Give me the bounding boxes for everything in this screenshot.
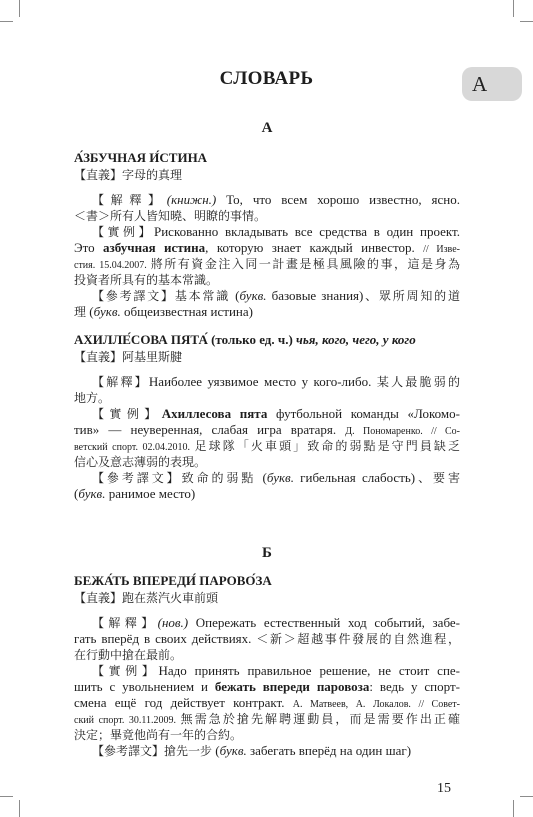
- page-number: 15: [437, 781, 451, 796]
- crop-mark: [513, 0, 514, 17]
- label-explanation: 【解釋】: [92, 616, 158, 630]
- label-example: 【實例】: [92, 225, 154, 239]
- literal-note: букв.: [78, 486, 106, 501]
- example-chinese: 投資者所具有的基本常識。: [74, 273, 219, 287]
- example-line: [74, 272, 460, 288]
- example-text: тив» — неуверенная, слабая игра вратаря.: [74, 422, 346, 437]
- example-text: , которую знает каждый инвестор.: [205, 240, 424, 255]
- label-translation: 【參考譯文】: [92, 471, 182, 485]
- example-line: [74, 711, 460, 727]
- government-note: чья, кого, чего, у кого: [296, 332, 416, 347]
- translation-text: (: [256, 470, 267, 485]
- example-phrase: бежать впереди паровоза: [214, 679, 370, 694]
- example-chinese: 足球隊「火車頭」致命的弱點是守門員缺乏: [194, 439, 460, 453]
- literal-meaning: 字母的真理: [122, 168, 183, 182]
- section-b: [74, 543, 460, 759]
- crop-mark: [513, 800, 514, 817]
- section-letter: А: [261, 120, 273, 136]
- translation-line: [74, 288, 460, 304]
- explanation-line: [74, 631, 460, 647]
- source-citation: // Изве-: [423, 244, 460, 255]
- alphabet-thumb-tab: [462, 67, 522, 101]
- example-line: [74, 454, 460, 470]
- translation-line: [74, 743, 460, 759]
- label-literal: 【直義】: [74, 168, 123, 182]
- translation-line: [74, 304, 460, 320]
- translation-equivalent: 、眾所周知的道: [363, 289, 460, 303]
- register-note: (книжн.): [166, 192, 217, 207]
- translation-text: забегать вперёд на один шаг): [246, 743, 412, 758]
- literal-meaning: 跑在蒸汽火車前頭: [122, 591, 219, 605]
- translation-text: (: [230, 288, 240, 303]
- translation-text: базовые знания): [266, 288, 364, 303]
- example-chinese: 決定；畢竟他尚有一年的合約。: [74, 728, 243, 742]
- example-line: [74, 727, 460, 743]
- explanation-chinese: 地方。: [74, 391, 111, 405]
- source-citation: ский спорт. 30.11.2009.: [74, 715, 181, 726]
- crop-mark: [19, 0, 20, 17]
- example-text: : ведь у спорт-: [369, 679, 460, 694]
- example-line: [74, 406, 460, 422]
- example-line: [74, 256, 460, 272]
- crop-mark: [0, 796, 13, 797]
- translation-equivalent: 致命的弱點: [181, 471, 257, 485]
- source-citation: ветский спорт. 02.04.2010.: [74, 442, 195, 453]
- example-line: [74, 679, 460, 695]
- tab-letter: А: [472, 72, 488, 96]
- explanation-line: [74, 374, 460, 390]
- label-translation: 【參考譯文】: [92, 744, 165, 758]
- explanation-text: То, что всем хорошо известно, ясно.: [216, 192, 460, 207]
- label-translation: 【參考譯文】: [92, 289, 175, 303]
- page-title: СЛОВАРЬ: [219, 68, 314, 89]
- entry-headword: АХИЛЛЕ́СОВА ПЯТА́: [74, 332, 208, 347]
- translation-text: (: [86, 304, 94, 319]
- example-chinese: 無需急於搶先解聘運動員，而是需要作出正確: [180, 712, 460, 726]
- literal-note: букв.: [219, 743, 247, 758]
- explanation-chinese: ＜新＞超越事件發展的自然進程，: [256, 632, 460, 646]
- example-phrase: Ахиллесова пята: [161, 406, 268, 421]
- literal-note: букв.: [93, 304, 121, 319]
- explanation-line: [74, 647, 460, 663]
- translation-text: (: [74, 486, 79, 501]
- section-letter: Б: [262, 545, 272, 561]
- grammar-note: (только ед. ч.): [211, 332, 293, 347]
- entry-headword: А́ЗБУЧНАЯ И́СТИНА: [74, 150, 208, 165]
- entry-headword: БЕЖА́ТЬ ВПЕРЕДИ́ ПАРОВО́ЗА: [74, 573, 272, 588]
- crop-mark: [19, 800, 20, 817]
- example-text: Надо принять правильное решение, не стоит спе-: [158, 663, 460, 678]
- explanation-line: [74, 390, 460, 406]
- explanation-chinese: 在行動中搶在最前。: [74, 648, 183, 662]
- source-citation: стия. 15.04.2007.: [74, 260, 151, 271]
- dictionary-content: [74, 118, 460, 759]
- example-line: [74, 224, 460, 240]
- label-explanation: 【解釋】: [92, 193, 167, 207]
- label-example: 【實例】: [92, 664, 159, 678]
- dictionary-entry: [74, 150, 460, 320]
- example-text: Рискованно вкладывать все средства в один проект.: [153, 224, 460, 239]
- translation-line: [74, 486, 460, 502]
- example-line: [74, 695, 460, 711]
- explanation-chinese: ＜書＞所有人皆知曉、明瞭的事情。: [74, 209, 267, 223]
- example-text: шить с увольнением и: [74, 679, 215, 694]
- label-literal: 【直義】: [74, 350, 123, 364]
- translation-equivalent: 基本常識: [174, 289, 231, 303]
- literal-meaning-line: [74, 167, 460, 183]
- label-example: 【實例】: [92, 407, 162, 421]
- label-explanation: 【解釋】: [92, 375, 149, 389]
- section-a: [74, 118, 460, 502]
- explanation-text: Наиболее уязвимое место у кого-либо.: [148, 374, 377, 389]
- example-text: Это: [74, 240, 104, 255]
- translation-equivalent: 理: [74, 305, 87, 319]
- dictionary-entry: [74, 573, 460, 759]
- example-line: [74, 663, 460, 679]
- literal-note: букв.: [239, 288, 267, 303]
- register-note: (нов.): [157, 615, 189, 630]
- explanation-text: гать вперёд в своих действиях.: [74, 631, 257, 646]
- crop-mark: [520, 796, 533, 797]
- example-text: футбольной команды «Локомо-: [267, 406, 460, 421]
- example-line: [74, 422, 460, 438]
- literal-meaning-line: [74, 349, 460, 365]
- crop-mark: [520, 21, 533, 22]
- translation-text: общеизвестная истина): [120, 304, 253, 319]
- label-literal: 【直義】: [74, 591, 123, 605]
- translation-equivalent: 搶先一步: [164, 744, 213, 758]
- explanation-line: [74, 192, 460, 208]
- dictionary-entry: [74, 332, 460, 502]
- translation-text: (: [212, 743, 220, 758]
- translation-text: ранимое место): [105, 486, 196, 501]
- example-chinese: 將所有資金注入同一計畫是極具風險的事，這是身為: [150, 257, 460, 271]
- example-line: [74, 438, 460, 454]
- translation-text: гибельная слабость): [293, 470, 416, 485]
- crop-mark: [0, 21, 13, 22]
- source-citation: Д. Пономаренко. // Со-: [345, 426, 460, 437]
- example-line: [74, 240, 460, 256]
- translation-equivalent: 、要害: [415, 471, 460, 485]
- literal-meaning-line: [74, 590, 460, 606]
- example-phrase: азбучная истина: [103, 240, 206, 255]
- literal-meaning: 阿基里斯腱: [122, 350, 183, 364]
- translation-line: [74, 470, 460, 486]
- literal-note: букв.: [266, 470, 294, 485]
- example-chinese: 信心及意志薄弱的表現。: [74, 455, 207, 469]
- explanation-line: [74, 615, 460, 631]
- explanation-line: [74, 208, 460, 224]
- source-citation: А. Матвеев, А. Локалов. // Совет-: [292, 699, 460, 710]
- entry-headword-line: [74, 332, 460, 348]
- explanation-chinese: 某人最脆弱的: [376, 375, 460, 389]
- explanation-text: Опережать естественный ход событий, забе-: [188, 615, 460, 630]
- example-text: смена ещё год действует контракт.: [74, 695, 293, 710]
